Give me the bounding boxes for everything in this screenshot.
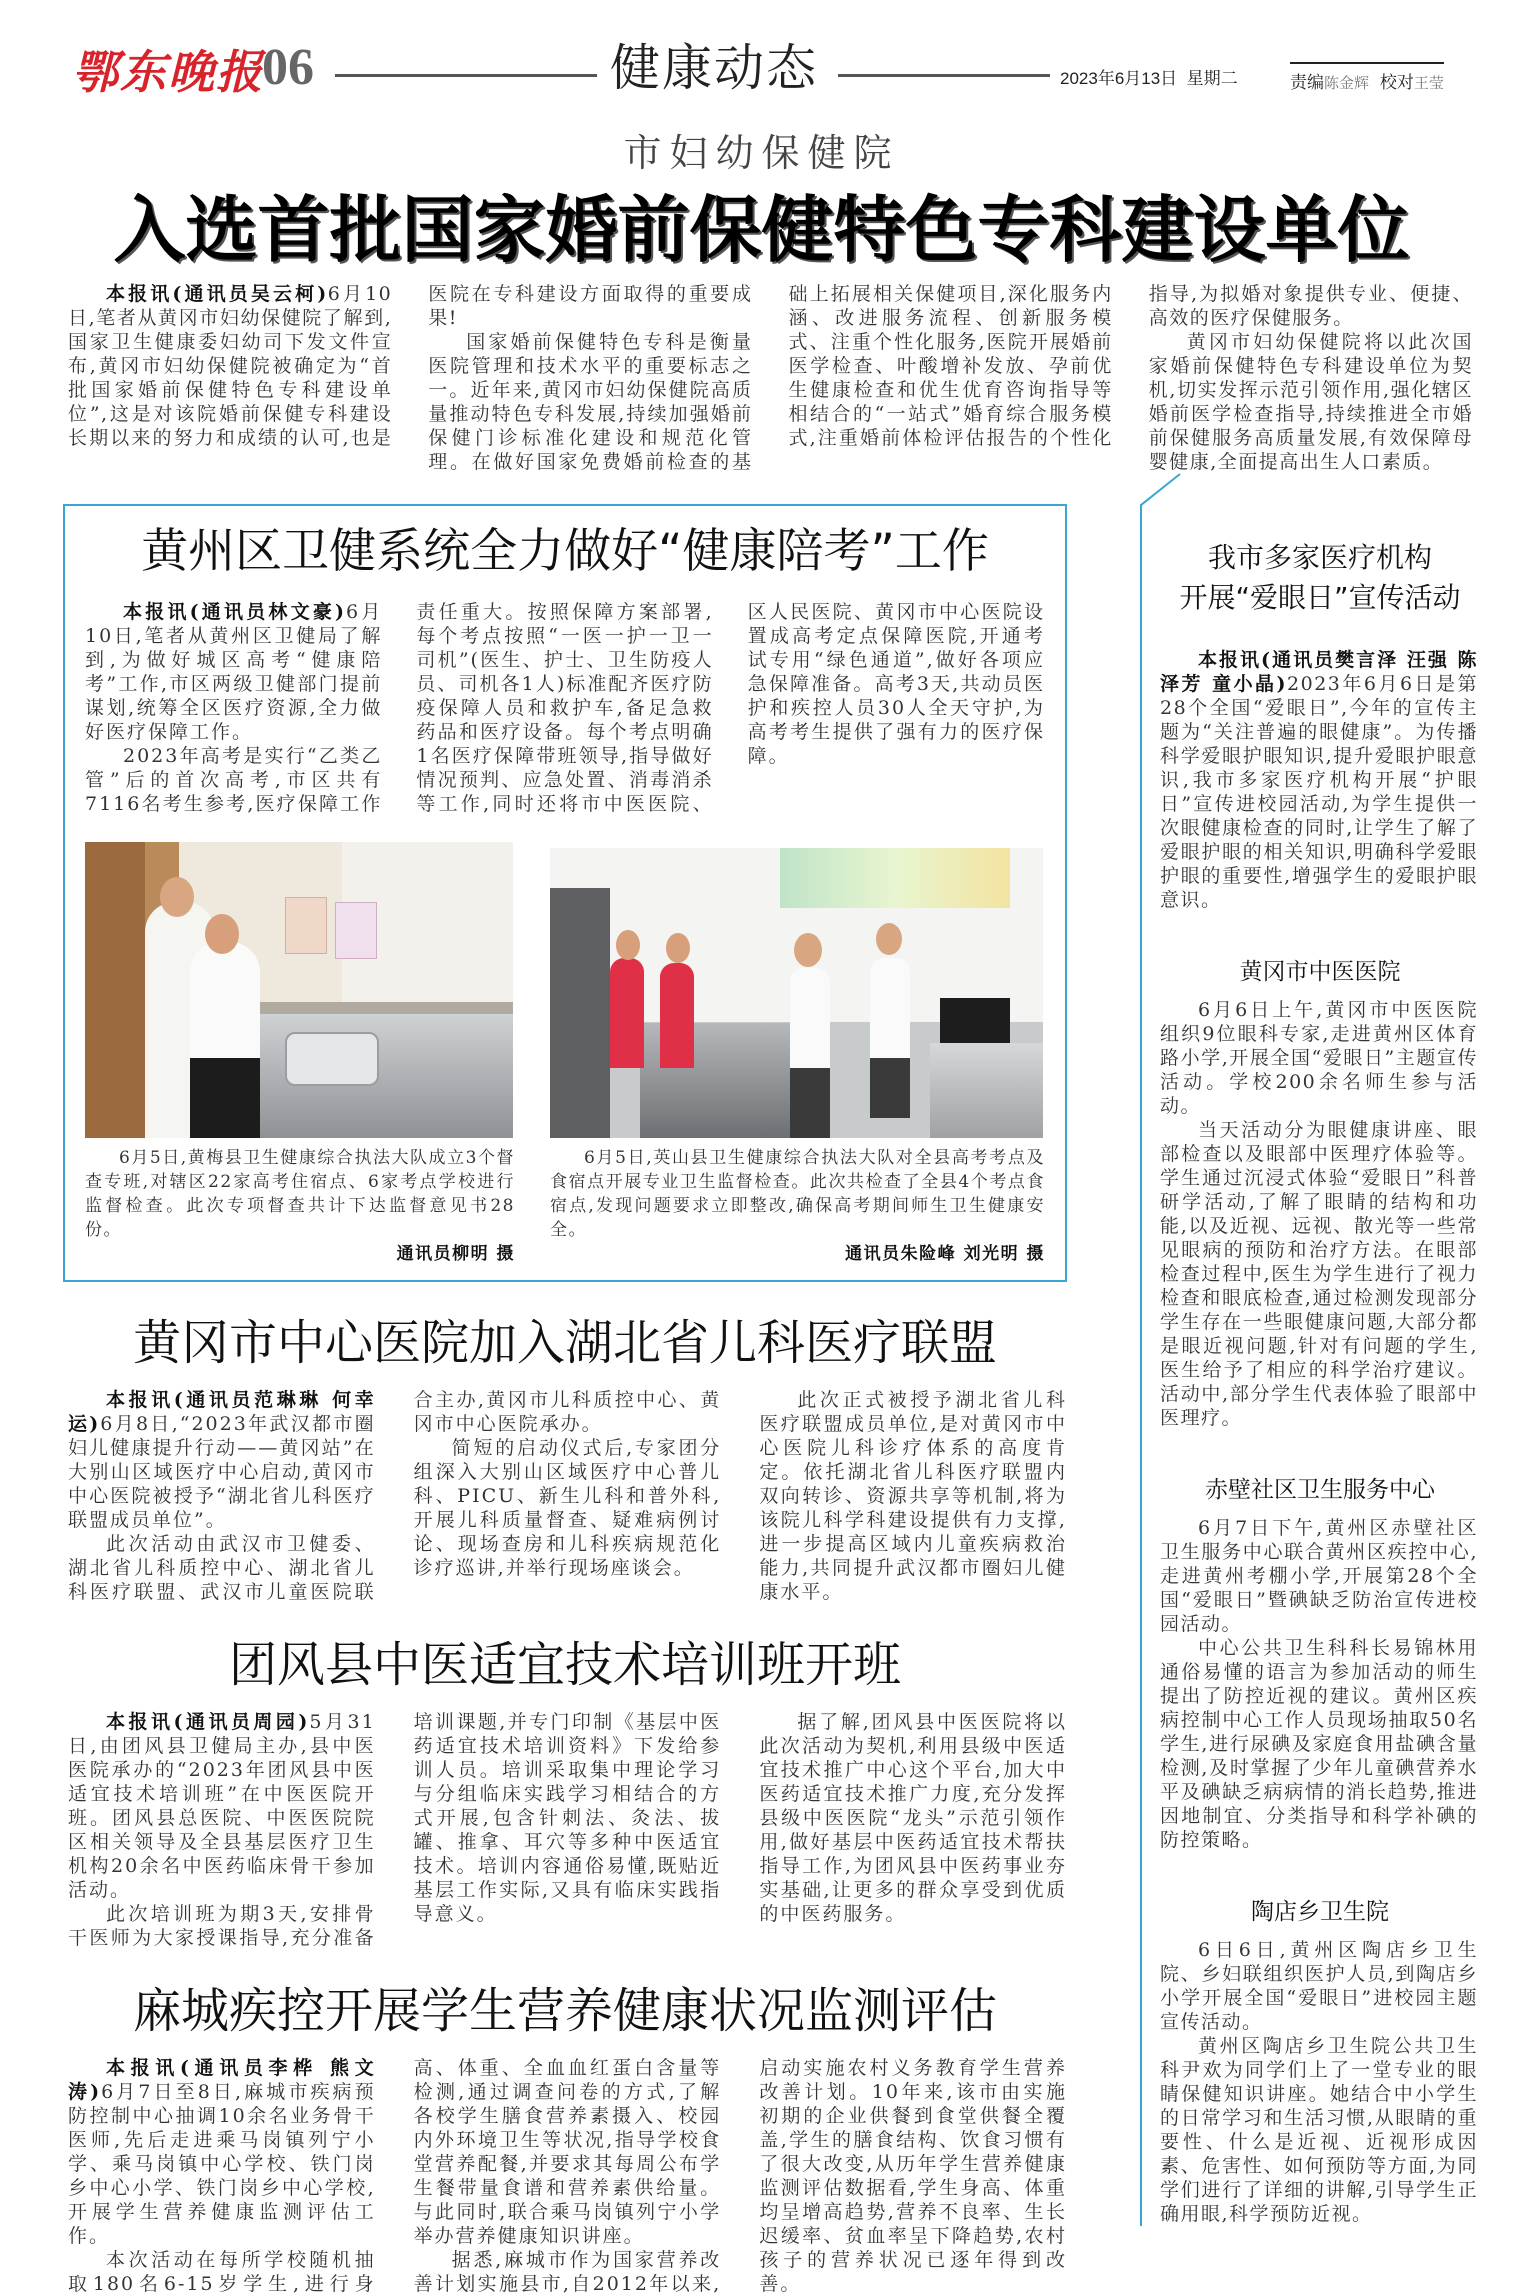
sidebar [1140, 504, 1480, 2226]
paragraph-text: 6月7日至8日,麻城市疾病预防控制中心抽调10余名业务骨干医师,先后走进乘马岗镇列宁小学、乘马岗镇中心学校、铁门岗乡中心小学、铁门岗乡中心学校,开展学生营养健康监测评估工作。 [68, 2081, 376, 2247]
byline: 本报讯(通讯员周园) [106, 1711, 310, 1733]
sidebar-bracket-line [1140, 472, 1184, 506]
lead-headline: 入选首批国家婚前保健特色专科建设单位 [113, 188, 1410, 272]
paragraph: 6月6日上午,黄冈市中医医院组织9位眼科专家,走进黄州区体育路小学,开展全国“爱眼日”主题宣传活动。学校200余名师生参与活动。 [1160, 999, 1478, 1117]
masthead [0, 0, 1523, 282]
editor-credits [1290, 62, 1444, 93]
paragraph [1160, 648, 1478, 912]
sidebar-subhead: 陶店乡卫生院 [1251, 1899, 1389, 1925]
article3-body [68, 1710, 1067, 1950]
sidebar-section-body [1160, 1938, 1478, 2226]
paragraph-text: 6月8日,“2023年武汉都市圈妇儿健康提升行动——黄冈站”在大别山区域医疗中心启动,黄冈市中心医院被授予“湖北省儿科医疗联盟成员单位”。 [68, 1413, 376, 1531]
paragraph: 此次活动由武汉市卫健委、湖北省儿科质控中心、湖北省儿科医疗联盟、武汉市儿童医院联合主办,黄冈市儿科质控中心、黄冈市中心医院承办。 [68, 1389, 722, 1603]
paragraph: 此次培训班为期3天,安排骨干医师为大家授课指导,充分准备培训课题,并专门印制《基层中医药适宜技术培训资料》下发给参训人员。培训采取集中理论学习与分组临床实践学习相结合的方式开展,包含针刺法、灸法、拔罐、推拿、耳穴等多种中医适宜技术。培训内容通俗易懂,既贴近基层工作实际,又具有临床实践指导意义。 [68, 1711, 722, 1949]
paragraph: 据悉,麻城市作为国家营养改善计划实施县市,自2012年以来,启动实施农村义务教育学生营养改善计划。10年来,该市由实施初期的企业供餐到食堂供餐全覆盖,学生的膳食结构、饮食习惯有了很大改变,从历年学生营养健康监测评估数据看,学生身高、体重均呈增高趋势,营养不良率、生长迟缓率、贫血率呈下降趋势,农村孩子的营养状况已逐年得到改善。 [413, 2057, 1067, 2295]
paragraph-text: 5月31日,由团风县卫健局主办,县中医医院承办的“2023年团风县中医适宜技术培训班”在中医医院开班。团风县总医院、中医医院院区相关领导及全县基层医疗卫生机构20余名中医药临床骨干参加活动。 [68, 1711, 376, 1901]
sidebar-subhead: 黄冈市中医医院 [1239, 959, 1401, 985]
caption-text: 6月5日,英山县卫生健康综合执法大队对全县高考考点及食宿点开展专业卫生监督检查。此次共检查了全县4个考点食宿点,发现问题要求立即整改,确保高考期间师生卫生健康安全。 [550, 1148, 1045, 1240]
article2-headline: 黄冈市中心医院加入湖北省儿科医疗联盟 [132, 1315, 997, 1371]
paragraph: 黄冈市妇幼保健院将以此次国家婚前保健特色专科建设单位为契机,切实发挥示范引领作用,强化辖区婚前医学检查指导,持续推进全市婚前保健服务高质量发展,有效保障母婴健康,全面提高出生人口素质。 [1148, 331, 1473, 473]
paragraph [68, 1710, 376, 1902]
paragraph: 2023年高考是实行“乙类乙管”后的首次高考,市区共有7116名考生参考,医疗保障工作责任重大。按照保障方案部署,每个考点按照“一医一护一卫一司机”(医生、护士、卫生防疫人员、司机各1人)标准配齐医疗防疫保障人员和救护车,备足急救药品和医疗设备。每个考点明确1名医疗保障带班领导,指导做好情况预判、应急处置、消毒消杀等工作,同时还将市中医医院、区人民医院、黄冈市中心医院设置成高考定点保障医院,开通考试专用“绿色通道”,做好各项应急保障准备。高考3天,共动员医护和疾控人员30人全天守护,为高考考生提供了强有力的医疗保障。 [85, 601, 1045, 815]
sidebar-subhead: 赤壁社区卫生服务中心 [1205, 1477, 1435, 1503]
editor-label: 责编 [1290, 73, 1324, 93]
content-row [0, 504, 1523, 2296]
article3-headline: 团风县中医适宜技术培训班开班 [228, 1637, 901, 1693]
byline: 本报讯(通讯员樊言泽 汪强 陈泽芳 童小晶) [1160, 649, 1478, 695]
page-number: 06 [262, 39, 314, 96]
paragraph: 国家婚前保健特色专科是衡量医院管理和技术水平的重要标志之一。近年来,黄冈市妇幼保健院高质量推动特色专科发展,持续加强婚前保健门诊标准化建设和规范化管理。在做好国家免费婚前检查的基础上拓展相关保健项目,深化服务内涵、改进服务流程、创新服务模式、注重个性化服务,医院开展婚前医学检查、叶酸增补发放、孕前优生健康检查和优生优育咨询指导等相结合的“一站式”婚育综合服务模式,注重婚前体检评估报告的个性化指导,为拟婚对象提供专业、便捷、高效的医疗保健服务。 [428, 283, 1473, 473]
byline: 本报讯(通讯员范琳琳 何幸运) [68, 1389, 376, 1435]
photo-block-right [550, 842, 1045, 1266]
article4-body [68, 2056, 1067, 2296]
paragraph-text: 2023年6月6日是第28个全国“爱眼日”,今年的宣传主题为“关注普遍的眼健康”。为传播科学爱眼护眼知识,提升爱眼护眼意识,我市多家医疗机构开展“护眼日”宣传进校园活动,为学生提供一次眼健康检查的同时,让学生了解了爱眼护眼的相关知识,明确科学爱眼护眼的重要性,增强学生的爱眼护眼意识。 [1160, 673, 1479, 911]
date-text: 2023年6月13日 [1060, 69, 1178, 88]
sidebar-section-body [1160, 998, 1478, 1430]
header-rule-left [335, 74, 597, 77]
sidebar-headline-line2: 开展“爱眼日”宣传活动 [1179, 581, 1461, 614]
paragraph: 本次活动在每所学校随机抽取180名6-15岁学生,进行身高、体重、全血血红蛋白含量等检测,通过调查问卷的方式,了解各校学生膳食营养素摄入、校园内外环境卫生等状况,指导学校食堂营养配餐,并要求其每周公布学生餐带量食谱和营养素供给量。与此同时,联合乘马岗镇列宁小学举办营养健康知识讲座。 [68, 2057, 722, 2295]
photo-caption-right [550, 1146, 1045, 1266]
main-column [63, 504, 1067, 2296]
paragraph-text: 6月10日,笔者从黄州区卫健局了解到,为做好城区高考“健康陪考”工作,市区两级卫健部门提前谋划,统筹全区医疗资源,全力做好医疗保障工作。 [85, 601, 383, 743]
paragraph: 中心公共卫生科科长易锦林用通俗易懂的语言为参加活动的师生提出了防控近视的建议。黄州区疾病控制中心工作人员现场抽取50名学生,进行尿碘及家庭食用盐碘含量检测,及时掌握了少年儿童碘营养水平及碘缺乏病病情的消长趋势,推进因地制宜、分类指导和科学补碘的防控策略。 [1160, 1637, 1478, 1851]
section-title: 健康动态 [610, 39, 818, 97]
feature-box [63, 504, 1067, 1282]
paragraph [85, 600, 382, 744]
paragraph: 6日6日,黄州区陶店乡卫生院、乡妇联组织医护人员,到陶店乡小学开展全国“爱眼日”进校园主题宣传活动。 [1160, 1939, 1478, 2033]
sidebar-headline [1160, 538, 1480, 618]
photo-inspection-sinks [85, 842, 513, 1138]
box-headline: 黄州区卫健系统全力做好“健康陪考”工作 [141, 524, 989, 579]
proof-label: 校对 [1379, 73, 1414, 93]
sidebar-intro [1160, 648, 1478, 912]
article2-body [68, 1388, 1067, 1604]
box-article-body [85, 600, 1045, 816]
caption-text: 6月5日,黄梅县卫生健康综合执法大队成立3个督查专班,对辖区22家高考住宿点、6家考点学校进行监督检查。此次专项督查共计下达监督意见书28份。 [85, 1148, 515, 1240]
paragraph-text: 6月10日,笔者从黄冈市妇幼保健院了解到,国家卫生健康委妇幼司下发文件宣布,黄冈市妇幼保健院被确定为“首批国家婚前保健特色专科建设单位”,这是对该院婚前保健专科建设长期以来的努力和成绩的认可,也是医院在专科建设方面取得的重要成果! [68, 283, 753, 449]
photo-credit: 通讯员柳明 摄 [396, 1244, 515, 1264]
proof-name: 王莹 [1413, 74, 1444, 92]
sidebar-headline-line1: 我市多家医疗机构 [1207, 541, 1432, 574]
article4-headline: 麻城疾控开展学生营养健康状况监测评估 [132, 1983, 997, 2039]
editor-name: 陈金辉 [1324, 74, 1370, 92]
photo-caption-left [85, 1146, 515, 1266]
paragraph: 黄州区陶店乡卫生院公共卫生科尹欢为同学们上了一堂专业的眼睛保健知识讲座。她结合中小学生的日常学习和生活习惯,从眼睛的重要性、什么是近视、近视形成因素、危害性、如何预防等方面,为同学们进行了详细的讲解,引导学生正确用眼,科学预防近视。 [1160, 2035, 1478, 2225]
paragraph [68, 2056, 376, 2248]
weekday-text: 星期二 [1186, 69, 1238, 88]
byline: 本报讯(通讯员吴云柯) [106, 283, 328, 305]
header-rule-right [838, 74, 1050, 77]
byline: 本报讯(通讯员林文豪) [123, 601, 347, 623]
photo-credit: 通讯员朱险峰 刘光明 摄 [845, 1244, 1045, 1264]
byline: 本报讯(通讯员李桦 熊文涛) [68, 2057, 376, 2103]
photo-inspection-kitchen [550, 848, 1043, 1138]
issue-date [1060, 64, 1238, 89]
paragraph: 简短的启动仪式后,专家团分组深入大别山区域医疗中心普儿科、PICU、新生儿科和普外科,开展儿科质量督查、疑难病例讨论、现场查房和儿科疾病规范化诊疗巡讲,并举行现场座谈会。 [413, 1437, 722, 1579]
photo-block-left [85, 842, 515, 1266]
photo-row [85, 842, 1045, 1266]
paragraph: 当天活动分为眼健康讲座、眼部检查以及眼部中医理疗体验等。学生通过沉浸式体验“爱眼日”科普研学活动,了解了眼睛的结构和功能,以及近视、远视、散光等一些常见眼病的预防和治疗方法。在眼部检查过程中,医生为学生进行了视力检查和眼底检查,通过检测发现部分学生存在一些眼健康问题,大部分都是眼近视问题,针对有问题的学生,医生给予了相应的科学治疗建议。活动中,部分学生代表体验了眼部中医理疗。 [1160, 1119, 1478, 1429]
lead-article-body [68, 282, 1473, 474]
paragraph: 此次正式被授予湖北省儿科医疗联盟成员单位,是对黄冈市中心医院儿科诊疗体系的高度肯定。依托湖北省儿科医疗联盟内双向转诊、资源共享等机制,将为该院儿科学科建设提供有力支撑,进一步提高区域内儿童疾病救治能力,共同提升武汉都市圈妇儿健康水平。 [759, 1389, 1067, 1603]
newspaper-logo: 鄂东晚报 [72, 45, 264, 99]
lead-kicker: 市妇幼保健院 [623, 131, 900, 175]
paragraph: 据了解,团风县中医医院将以此次活动为契机,利用县级中医适宜技术推广中心这个平台,加大中医药适宜技术推广力度,充分发挥县级中医医院“龙头”示范引领作用,做好基层中医药适宜技术帮扶指导工作,为团风县中医药事业夯实基础,让更多的群众享受到优质的中医药服务。 [759, 1711, 1067, 1925]
paragraph [68, 1388, 376, 1532]
paragraph: 6月7日下午,黄州区赤壁社区卫生服务中心联合黄州区疾控中心,走进黄州考棚小学,开展第28个全国“爱眼日”暨碘缺乏防治宣传进校园活动。 [1160, 1517, 1478, 1635]
sidebar-section-body [1160, 1516, 1478, 1852]
